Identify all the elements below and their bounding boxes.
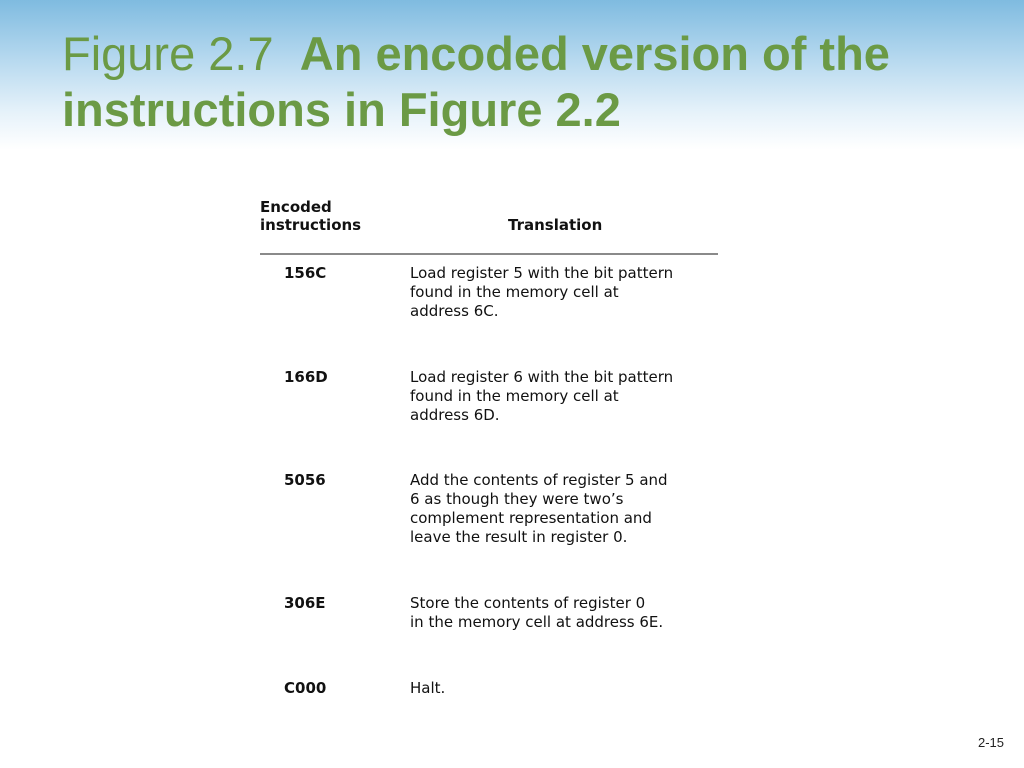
instruction-code: 156C (284, 264, 327, 282)
header-translation: Translation (508, 216, 603, 234)
instruction-code: 306E (284, 594, 326, 612)
instruction-code: 166D (284, 368, 328, 386)
header-encoded-instructions: Encoded instructions (260, 198, 362, 234)
title-figure-number: Figure 2.7 (62, 27, 274, 80)
encoded-instructions-table (260, 198, 718, 697)
slide-title (62, 26, 1002, 138)
instruction-code: 5056 (284, 471, 326, 489)
instruction-translation: Load register 5 with the bit pattern found in the memory cell at address 6C. (410, 264, 674, 320)
instruction-translation: Add the contents of register 5 and 6 as though they were two’s complement representation and leave the result in register 0. (410, 471, 668, 546)
instruction-translation: Store the contents of register 0 in the memory cell at address 6E. (410, 594, 664, 631)
page-number: 2-15 (977, 735, 1004, 750)
instruction-translation: Halt. (410, 679, 446, 697)
title-caption: An encoded version of the instructions in Figure 2.2 (62, 27, 890, 136)
instruction-code: C000 (284, 679, 327, 697)
instruction-translation: Load register 6 with the bit pattern found in the memory cell at address 6D. (410, 368, 674, 424)
table-header (260, 198, 718, 255)
